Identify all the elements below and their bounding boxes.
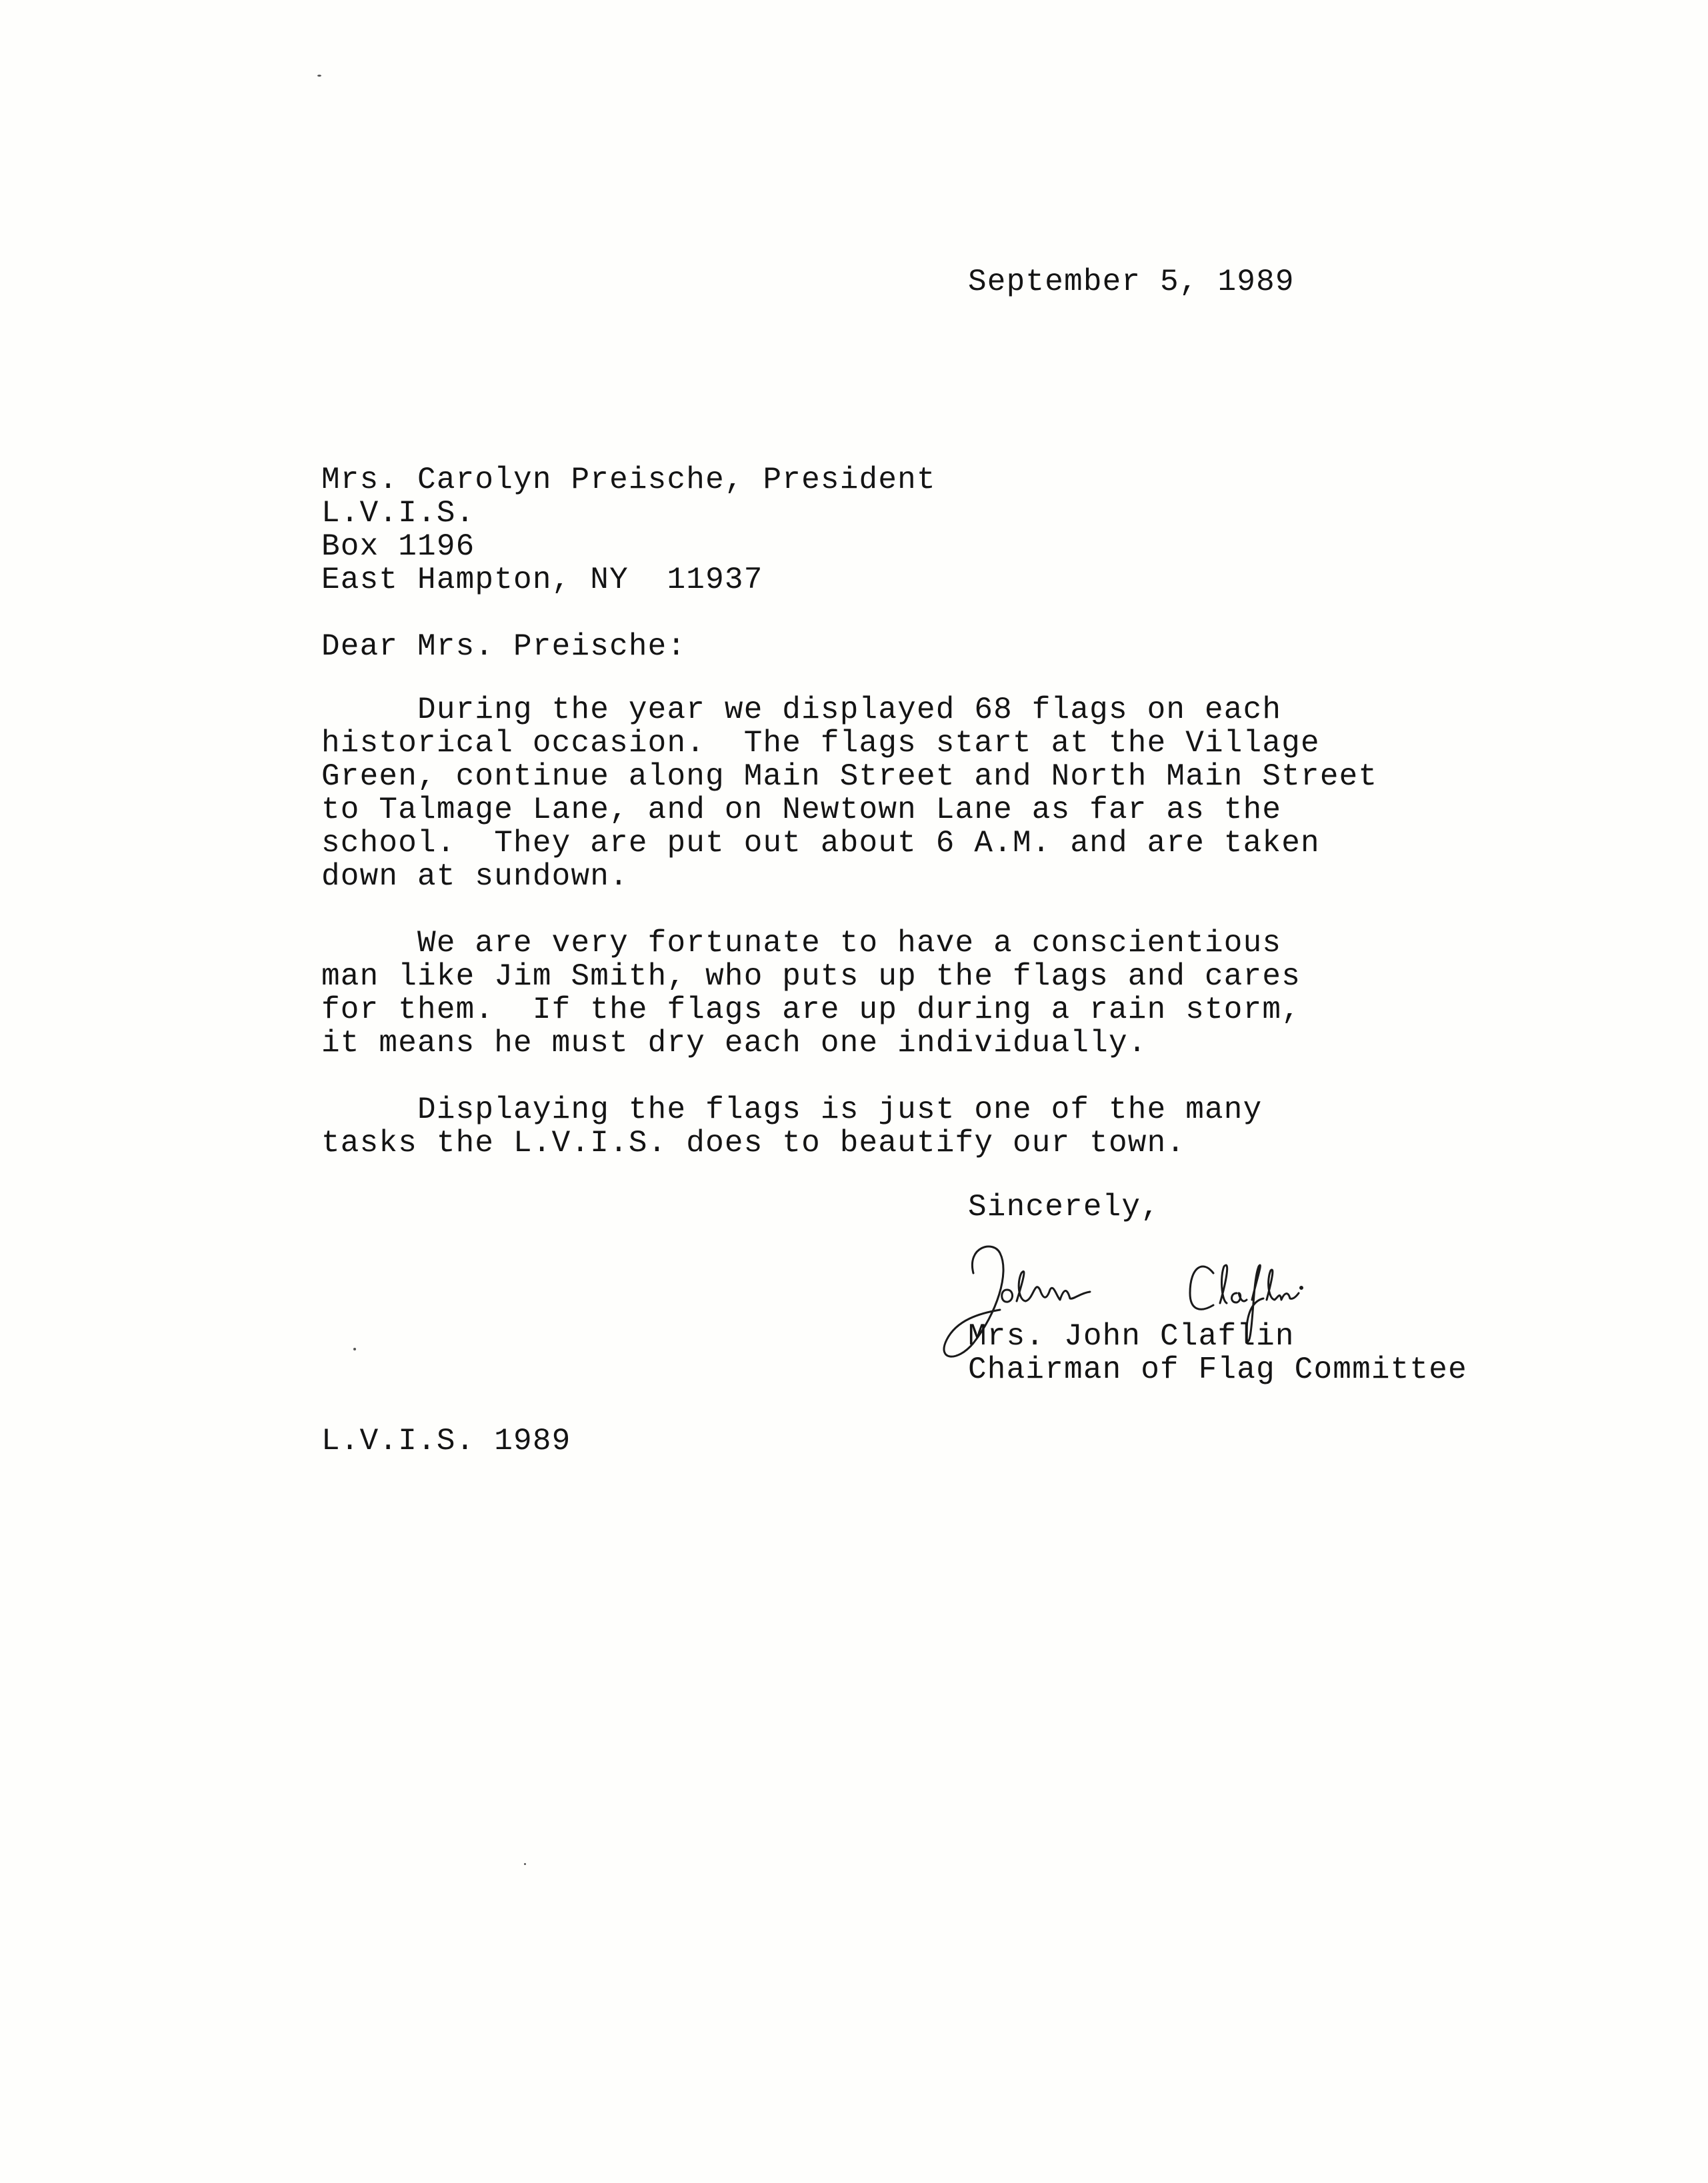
paragraph-1-line: historical occasion. The flags start at the Village [321, 726, 1320, 761]
scan-speck [317, 75, 321, 77]
recipient-line-name: Mrs. Carolyn Preische, President [321, 463, 936, 497]
scan-speck [524, 1863, 526, 1865]
paragraph-2-line: We are very fortunate to have a conscientious [321, 926, 1282, 961]
footer-reference: L.V.I.S. 1989 [321, 1424, 571, 1458]
paragraph-1-line: During the year we displayed 68 flags on each [321, 693, 1282, 727]
scan-speck [353, 1348, 356, 1350]
recipient-line-box: Box 1196 [321, 529, 475, 564]
signer-name: Mrs. John Claflin [968, 1319, 1295, 1354]
paragraph-1-line: to Talmage Lane, and on Newtown Lane as far as the [321, 793, 1282, 827]
paragraph-1-line: Green, continue along Main Street and North Main Street [321, 759, 1378, 794]
paragraph-3-line: tasks the L.V.I.S. does to beautify our town. [321, 1126, 1186, 1160]
paragraph-3-line: Displaying the flags is just one of the many [321, 1092, 1263, 1127]
closing: Sincerely, [968, 1190, 1161, 1224]
paragraph-2-line: man like Jim Smith, who puts up the flags and cares [321, 959, 1301, 994]
salutation: Dear Mrs. Preische: [321, 629, 687, 664]
recipient-line-city: East Hampton, NY 11937 [321, 563, 763, 597]
paragraph-1-line: school. They are put out about 6 A.M. and are taken [321, 826, 1320, 861]
paragraph-2-line: it means he must dry each one individually. [321, 1026, 1147, 1061]
recipient-line-org: L.V.I.S. [321, 496, 475, 531]
paragraph-1-line: down at sundown. [321, 859, 629, 894]
paragraph-2-line: for them. If the flags are up during a rain storm, [321, 993, 1301, 1027]
letter-date: September 5, 1989 [968, 265, 1295, 299]
signer-title: Chairman of Flag Committee [968, 1352, 1467, 1387]
